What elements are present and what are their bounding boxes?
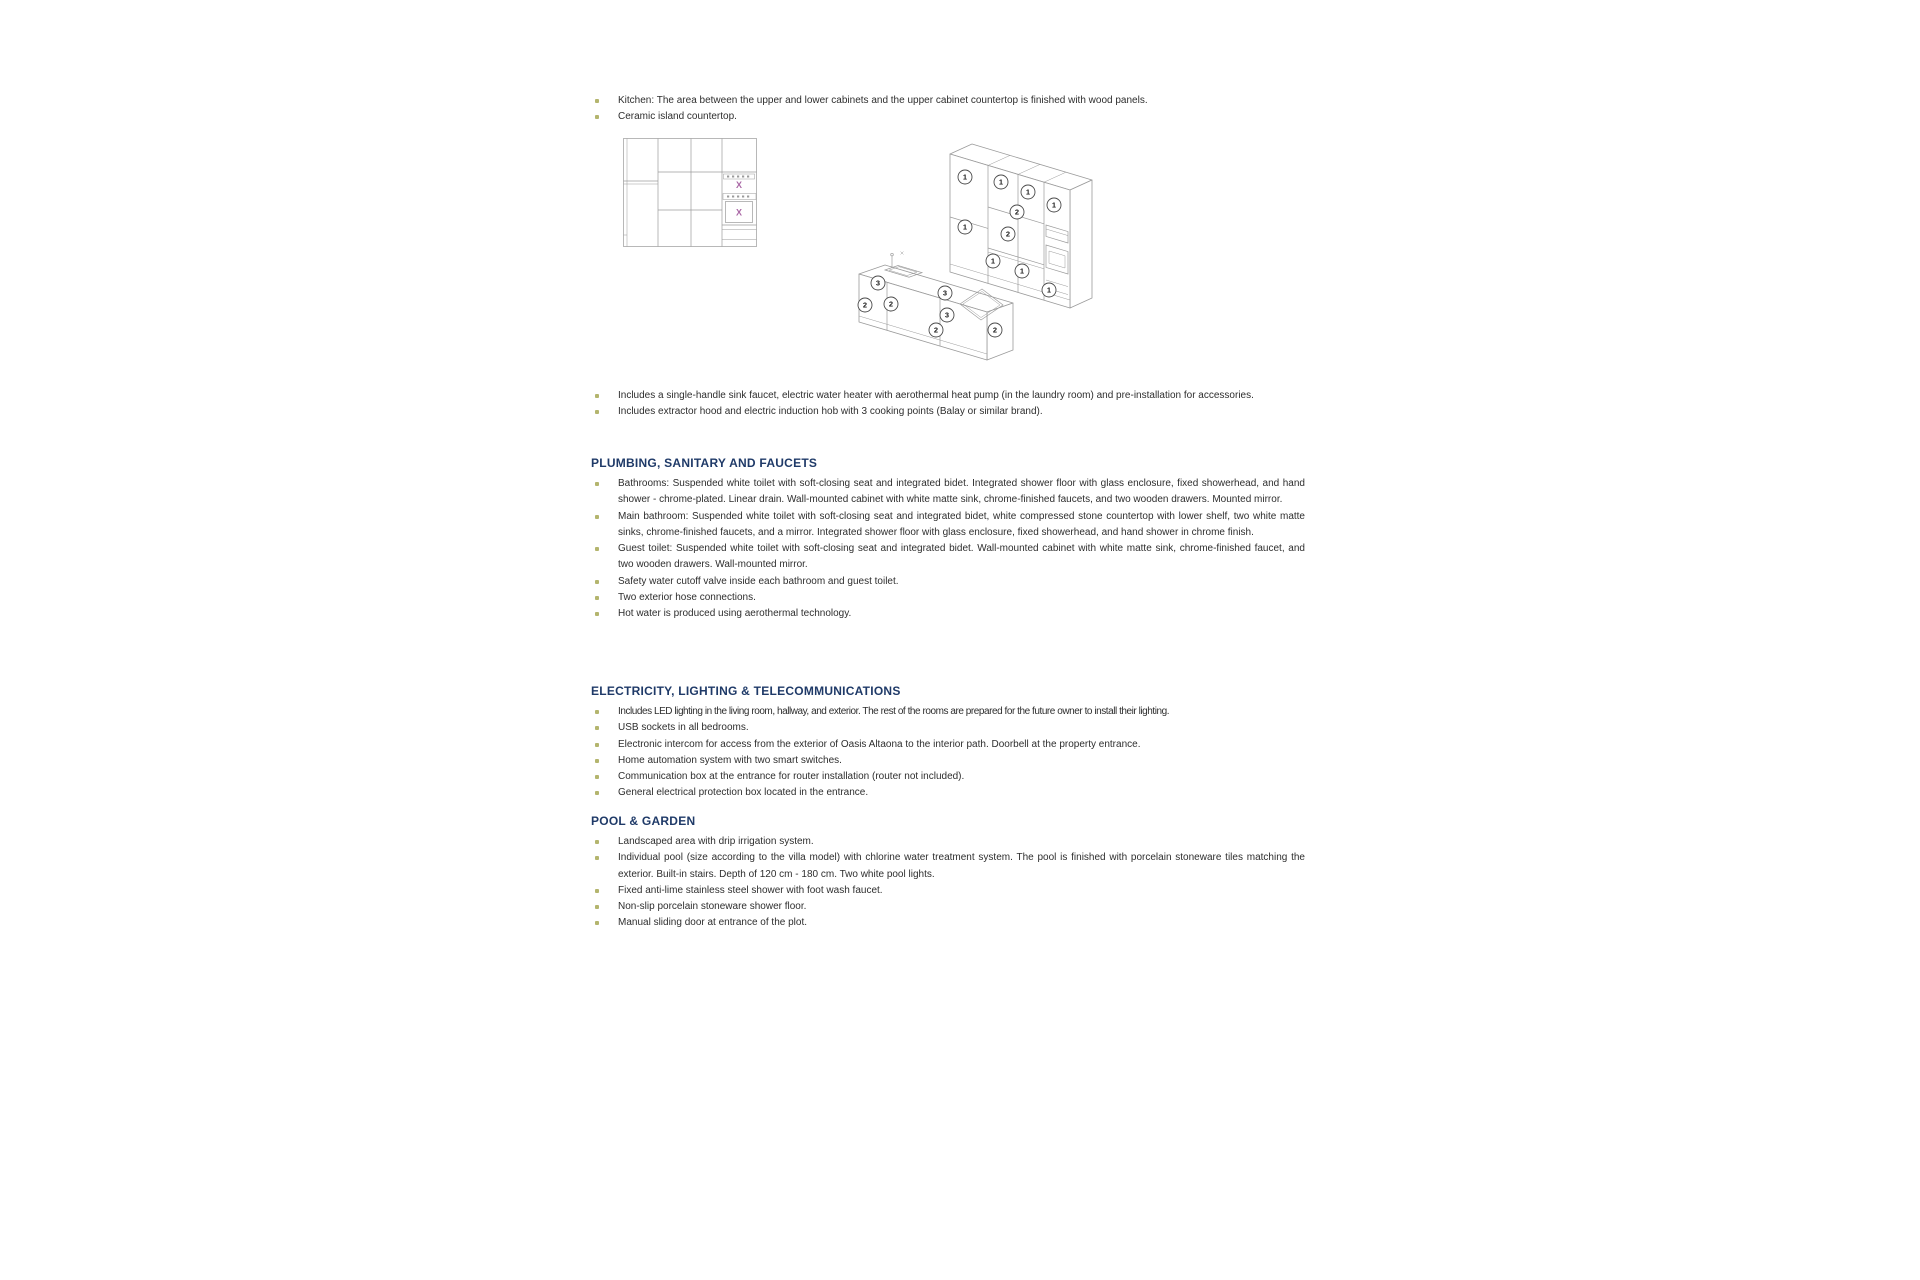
svg-text:1: 1 [990, 256, 996, 266]
svg-text:1: 1 [1046, 285, 1052, 295]
svg-text:3: 3 [944, 310, 950, 320]
section-electricity [591, 682, 1305, 802]
bullet-item: Guest toilet: Suspended white toilet with soft-closing seat and integrated bidet. Wall-mounted cabinet with white matte sink, chrome-finished faucet, and two wooden drawers. Wall-mounted mirror. [591, 541, 1305, 574]
callout-circle [858, 298, 872, 312]
bullet-item: Two exterior hose connections. [591, 590, 1305, 606]
bullet-item: Ceramic island countertop. [591, 109, 1305, 125]
bullet-item: Individual pool (size according to the villa model) with chlorine water treatment system. The pool is finished with porcelain stoneware tiles matching the exterior. Built-in stairs. Depth of 120 cm - 180 cm. Two white pool lights. [591, 850, 1305, 883]
bullet-item: Electronic intercom for access from the exterior of Oasis Altaona to the interior path. Doorbell at the property entrance. [591, 737, 1305, 753]
callout-circle [986, 254, 1000, 268]
svg-text:3: 3 [875, 278, 881, 288]
plumbing-heading: PLUMBING, SANITARY AND FAUCETS [591, 456, 818, 470]
bullet-item: Includes LED lighting in the living room, hallway, and exterior. The rest of the rooms are prepared for the future owner to install their lighting. [591, 704, 1305, 720]
svg-text:2: 2 [992, 325, 998, 335]
bullet-item: Home automation system with two smart switches. [591, 753, 1305, 769]
appliance-stack [722, 174, 757, 240]
callout-circle [1001, 227, 1015, 241]
bullet-item: Non-slip porcelain stoneware shower floor. [591, 899, 1305, 915]
callout-circle [884, 297, 898, 311]
svg-text:1: 1 [1051, 200, 1057, 210]
callout-circle [940, 308, 954, 322]
section-pool-garden [591, 812, 1305, 932]
svg-text:1: 1 [962, 172, 968, 182]
bullet-list [591, 388, 1305, 421]
section-plumbing [591, 454, 1305, 623]
kitchen-elevation-drawing [623, 138, 757, 247]
bullet-item: USB sockets in all bedrooms. [591, 720, 1305, 736]
svg-text:3: 3 [942, 288, 948, 298]
callout-circle [1047, 198, 1061, 212]
pool-garden-heading: POOL & GARDEN [591, 814, 696, 828]
svg-text:1: 1 [998, 177, 1004, 187]
bullet-list [591, 476, 1305, 623]
bullet-item: Landscaped area with drip irrigation system. [591, 834, 1305, 850]
electricity-heading: ELECTRICITY, LIGHTING & TELECOMMUNICATIONS [591, 684, 901, 698]
svg-text:1: 1 [1019, 266, 1025, 276]
kitchen-intro-section [591, 93, 1305, 126]
svg-text:2: 2 [862, 300, 868, 310]
svg-text:2: 2 [1014, 207, 1020, 217]
svg-text:1: 1 [962, 222, 968, 232]
svg-text:2: 2 [1005, 229, 1011, 239]
callout-circle [958, 170, 972, 184]
bullet-list [591, 834, 1305, 932]
oven-appliance-mark: X [735, 207, 743, 218]
bullet-item: General electrical protection box located in the entrance. [591, 785, 1305, 801]
bullet-item: Kitchen: The area between the upper and lower cabinets and the upper cabinet countertop is finished with wood panels. [591, 93, 1305, 109]
microwave-appliance-mark: X [735, 180, 743, 190]
svg-text:2: 2 [933, 325, 939, 335]
bullet-item: Safety water cutoff valve inside each bathroom and guest toilet. [591, 574, 1305, 590]
callout-circle [929, 323, 943, 337]
cabinet-grid [624, 139, 757, 247]
callout-circle [988, 323, 1002, 337]
svg-text:1: 1 [1025, 187, 1031, 197]
callout-circle [1042, 283, 1056, 297]
bullet-item: Manual sliding door at entrance of the plot. [591, 915, 1305, 931]
bullet-list [591, 93, 1305, 126]
callout-circle [958, 220, 972, 234]
callout-circle [994, 175, 1008, 189]
bullet-item: Main bathroom: Suspended white toilet with soft-closing seat and integrated bidet, white compressed stone countertop with lower shelf, two white matte sinks, chrome-finished faucets, and a mirror. Integrated shower floor with glass enclosure, fixed showerhead, and hand shower in chrome finish. [591, 509, 1305, 542]
bullet-item: Hot water is produced using aerothermal technology. [591, 606, 1305, 622]
callout-circle [1021, 185, 1035, 199]
bullet-list [591, 704, 1305, 802]
callout-circle [1015, 264, 1029, 278]
svg-text:2: 2 [888, 299, 894, 309]
bullet-item: Includes a single-handle sink faucet, electric water heater with aerothermal heat pump (in the laundry room) and pre-installation for accessories. [591, 388, 1305, 404]
kitchen-equipment-section [591, 388, 1305, 421]
bullet-item: Bathrooms: Suspended white toilet with soft-closing seat and integrated bidet. Integrated shower floor with glass enclosure, fixed showerhead, and hand shower - chrome-plated. Linear drain. Wall-mounted cabinet with white matte sink, chrome-finished faucets, and two wooden drawers. Mounted mirror. [591, 476, 1305, 509]
callout-circle [1010, 205, 1024, 219]
kitchen-isometric-drawing [845, 122, 1105, 372]
callout-circle [871, 276, 885, 290]
callout-circle [938, 286, 952, 300]
bullet-item: Communication box at the entrance for router installation (router not included). [591, 769, 1305, 785]
bullet-item: Fixed anti-lime stainless steel shower with foot wash faucet. [591, 883, 1305, 899]
bullet-item: Includes extractor hood and electric induction hob with 3 cooking points (Balay or similar brand). [591, 404, 1305, 420]
